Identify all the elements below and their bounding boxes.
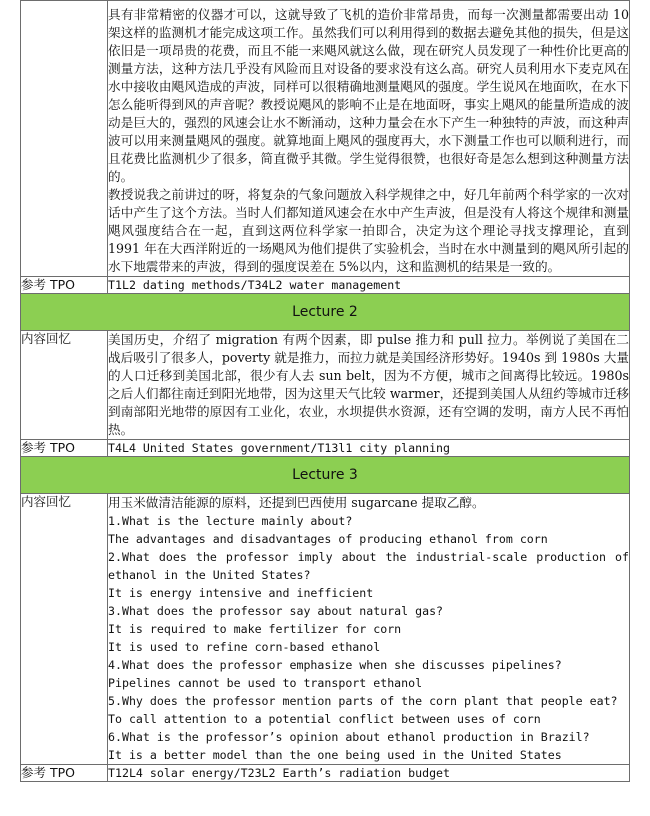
lecture2-header-row [21, 294, 630, 331]
lecture3-content-row [21, 494, 630, 765]
section0-paragraph-1: 具有非常精密的仪器才可以，这就导致了飞机的造价非常昂贵，而每一次测量都需要出动 10 架这样的监测机才能完成这项工作。虽然我们可以利用得到的数据去避免其他的损失，但是这依旧是一项昂贵的花费，而且不能一来飓风就这么做，现在研究人员发现了一种性价比更高的测量方法，这种方法几乎没有风险而且对设备的要求没有这么高。研究人员利用水下麦克风在水中接收由飓风造成的声波，同样可以很精确地测量飓风的强度。学生说风在地面吹，在水下怎么能听得到风的声音呢？教授说飓风的影响不止是在地面呀，事实上飓风的能量所造成的波动是巨大的，强烈的风速会让水不断涌动，这种力量会在水下产生一种独特的声波，而这种声波可以用来测量飓风的强度。就算地面上飓风的强度再大，水下测量工作也可以顺利进行，而且花费比监测机少了很多，简直微乎其微。学生觉得很赞，也很好奇是怎么想到这种测量方法的。 [108, 7, 629, 184]
ref-label: 参考 TPO [21, 277, 108, 294]
answer-line: It is used to refine corn-based ethanol [108, 640, 381, 654]
question-line: 6.What is the professor’s opinion about ethanol production in Brazil? [108, 730, 590, 744]
lecture2-content [108, 331, 630, 440]
answer-line: It is energy intensive and inefficient [108, 586, 374, 600]
answer-line: It is required to make fertilizer for corn [108, 622, 402, 636]
lecture3-header: Lecture 3 [21, 457, 630, 494]
question-line: 5.Why does the professor mention parts of the corn plant that people eat? [108, 694, 618, 708]
lecture3-content [108, 494, 630, 765]
lecture2-content-row [21, 331, 630, 440]
lecture2-ref-row [21, 440, 630, 457]
content-label: 内容回忆 [21, 494, 108, 765]
question-line: 1.What is the lecture mainly about? [108, 514, 353, 528]
lecture3-ref-row [21, 765, 630, 782]
ref-text: T12L4 solar energy/T23L2 Earth’s radiation budget [108, 765, 630, 782]
section0-content-row [21, 1, 630, 277]
ref-text: T1L2 dating methods/T34L2 water management [108, 277, 630, 294]
ref-label: 参考 TPO [21, 440, 108, 457]
lecture3-header-row [21, 457, 630, 494]
content-label: 内容回忆 [21, 331, 108, 440]
answer-line: It is a better model than the one being used in the United States [108, 748, 562, 762]
answer-line: Pipelines cannot be used to transport ethanol [108, 676, 423, 690]
section0-content [108, 1, 630, 277]
answer-line: The advantages and disadvantages of producing ethanol from corn [108, 532, 548, 546]
question-line: 3.What does the professor say about natural gas? [108, 604, 444, 618]
ref-text: T4L4 United States government/T13l1 city planning [108, 440, 630, 457]
section0-paragraph-2: 教授说我之前讲过的呀，将复杂的气象问题放入科学规律之中，好几年前两个科学家的一次对话中产生了这个方法。当时人们都知道风速会在水中产生声波，但是没有人将这个规律和测量飓风强度结合在一起，直到这两位科学家一拍即合，决定为这个理论寻找支撑理论，直到 1991 年在大西洋附近的一场飓风为他们提供了实验机会，当时在水中测量到的飓风所引起的水下地震带来的声波，得到的强度误差在 5%以内，这和监测机的结果是一致的。 [108, 187, 629, 274]
section0-ref-row [21, 277, 630, 294]
notes-table [20, 0, 630, 782]
ref-label: 参考 TPO [21, 765, 108, 782]
answer-line: To call attention to a potential conflict between uses of corn [108, 712, 541, 726]
question-line: 2.What does the professor imply about the industrial-scale production of ethanol in the United States? [108, 550, 629, 582]
lecture2-paragraph: 美国历史，介绍了 migration 有两个因素，即 pulse 推力和 pull 拉力。举例说了美国在二战后吸引了很多人，poverty 就是推力，而拉力就是美国经济形势好。1940s 到 1980s 大量的人口迁移到美国北部，很少有人去 sun belt，因为不方便，城市之间离得比较远。1980s 之后人们都往南迁到阳光地带，因为这里天气比较 warmer，还提到美国人从纽约等城市迁移到南部阳光地带的原因有工业化，农业，水坝提供水资源，还有空调的发明，南方人民不再怕热。 [108, 332, 629, 437]
empty-label-cell [21, 1, 108, 277]
question-line: 4.What does the professor emphasize when she discusses pipelines? [108, 658, 562, 672]
lecture3-intro: 用玉米做清洁能源的原料，还提到巴西使用 sugarcane 提取乙醇。 [108, 495, 485, 510]
lecture2-header: Lecture 2 [21, 294, 630, 331]
